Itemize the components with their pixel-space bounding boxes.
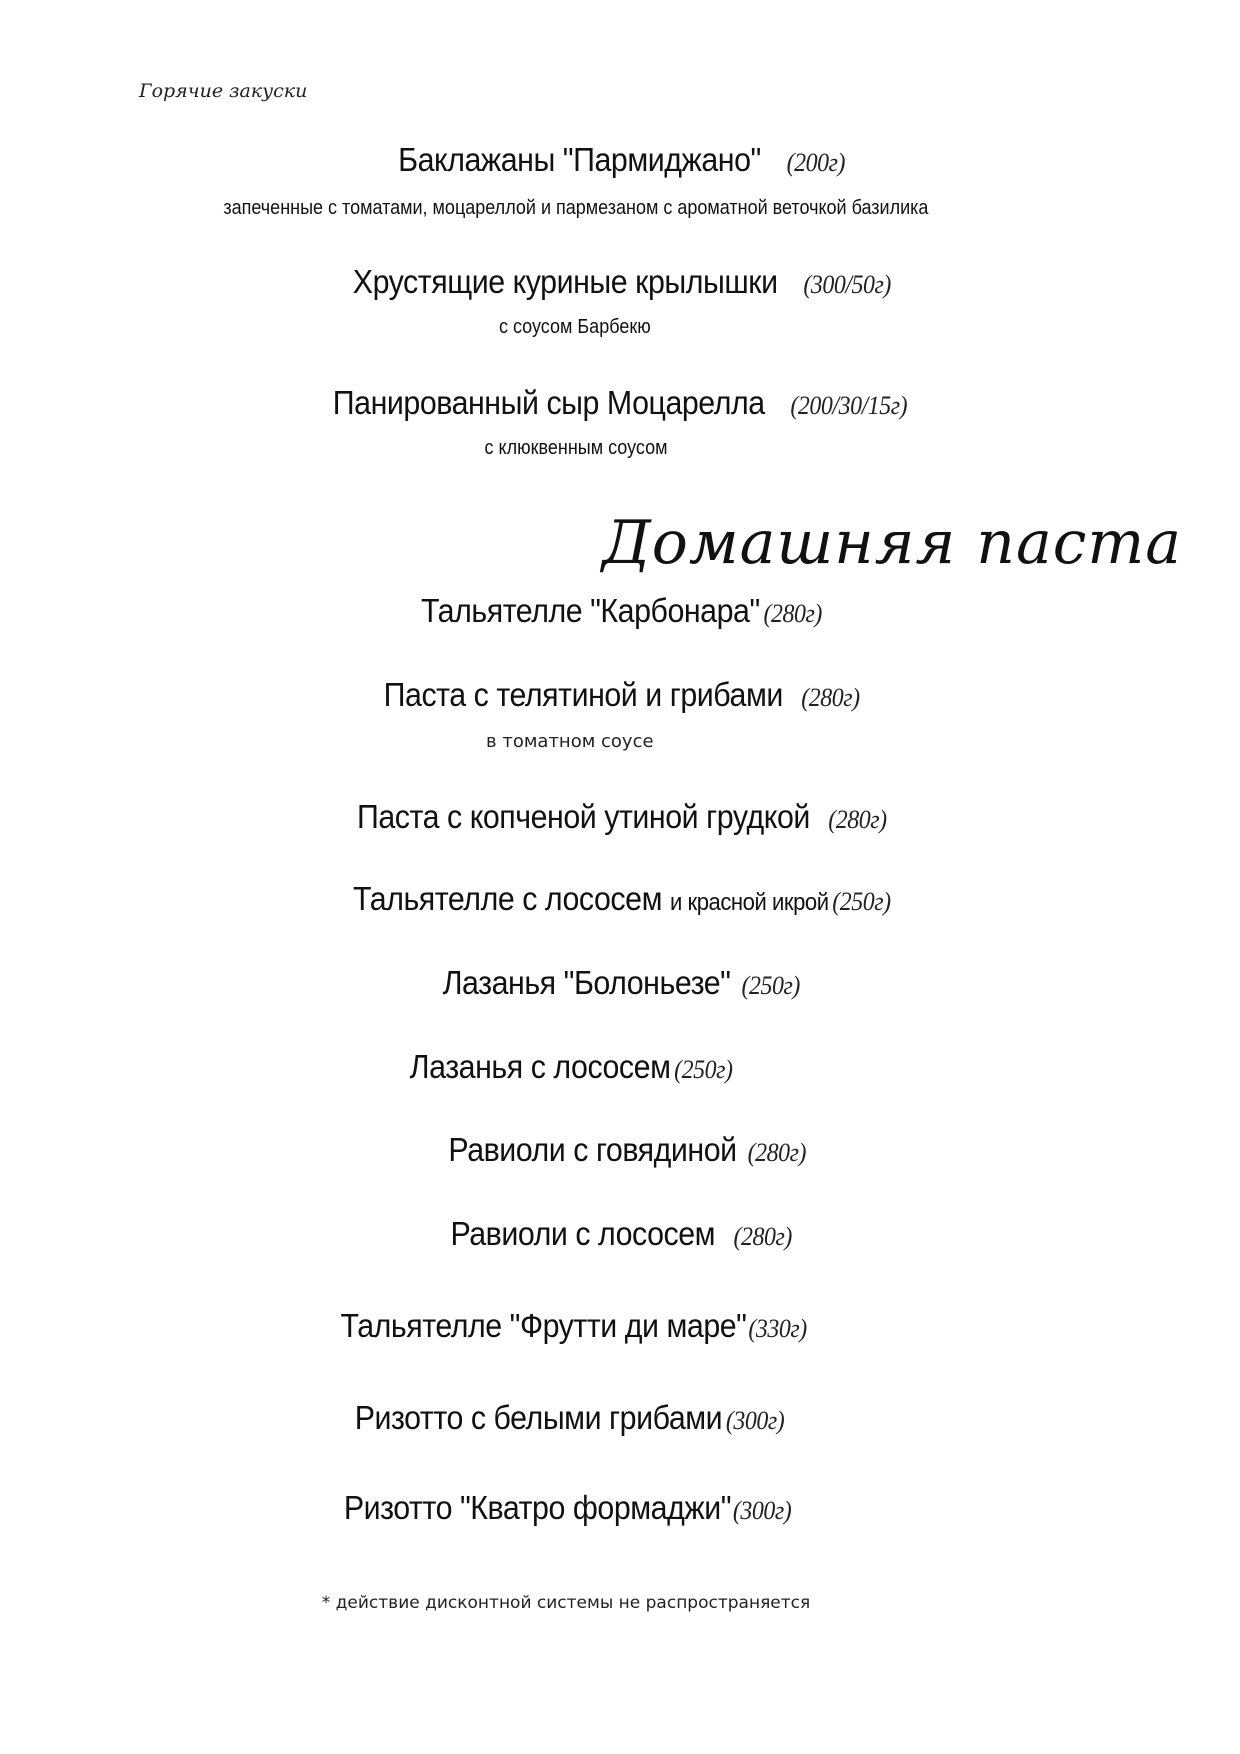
- menu-item: [333, 384, 907, 422]
- dish-description: в томатном соусе: [486, 731, 654, 752]
- dish-weight: (280г): [801, 683, 860, 712]
- dish-name: Паста с телятиной и грибами: [383, 676, 783, 713]
- dish-name: Лазанья "Болоньезе": [442, 964, 731, 1001]
- dish-name: Равиоли с лососем: [450, 1215, 716, 1252]
- menu-item: [450, 1215, 791, 1253]
- dish-description: с клюквенным соусом: [484, 437, 668, 459]
- dish-weight: (250г): [741, 971, 800, 1000]
- dish-name: Паста с копченой утиной грудкой: [357, 798, 810, 835]
- menu-item: [443, 964, 800, 1002]
- menu-item: [353, 263, 891, 301]
- menu-item: [398, 141, 845, 179]
- menu-item: [448, 1131, 806, 1169]
- dish-name-suffix: и красной икрой: [669, 889, 829, 916]
- dish-weight: (250г): [832, 887, 891, 916]
- dish-name: Тальятелле "Карбонара": [420, 592, 760, 629]
- section-heading-pasta: Домашняя паста: [602, 508, 1182, 578]
- menu-item: [421, 592, 822, 630]
- menu-item: [340, 1307, 806, 1345]
- dish-weight: (300г): [725, 1406, 785, 1435]
- section-label-hot-appetizers: Горячие закуски: [139, 80, 308, 102]
- dish-weight: (280г): [828, 805, 887, 834]
- dish-name: Ризотто "Кватро формаджи": [343, 1489, 732, 1526]
- menu-item: [355, 1399, 784, 1437]
- dish-name: Равиоли с говядиной: [448, 1131, 737, 1168]
- dish-weight: (280г): [763, 599, 822, 628]
- dish-weight: (300г): [732, 1496, 792, 1525]
- dish-weight: (330г): [748, 1314, 807, 1343]
- dish-weight: (200/30/15г): [790, 391, 908, 420]
- dish-description: запеченные с томатами, моцареллой и пармезаном с ароматной веточкой базилика: [223, 197, 929, 219]
- dish-weight: (200г): [786, 148, 845, 177]
- menu-item: [344, 1489, 791, 1527]
- dish-name: Лазанья с лососем: [409, 1048, 671, 1085]
- dish-weight: (250г): [674, 1055, 733, 1084]
- menu-item: [384, 676, 860, 714]
- dish-weight: (280г): [733, 1222, 792, 1251]
- dish-name: Хрустящие куриные крылышки: [352, 263, 778, 300]
- footnote: * действие дисконтной системы не распространяется: [321, 1593, 811, 1613]
- dish-name: Панированный сыр Моцарелла: [332, 384, 765, 421]
- dish-name: Тальятелле с лососем: [353, 880, 662, 917]
- dish-description: с соусом Барбекю: [498, 316, 651, 338]
- menu-item: [353, 880, 891, 918]
- dish-weight: (280г): [747, 1138, 807, 1167]
- dish-name: Тальятелле "Фрутти ди маре": [340, 1307, 747, 1344]
- menu-item: [410, 1048, 733, 1086]
- dish-name: Ризотто с белыми грибами: [354, 1399, 723, 1436]
- menu-item: [357, 798, 887, 836]
- dish-name: Баклажаны "Пармиджано": [398, 141, 761, 178]
- dish-weight: (300/50г): [803, 270, 891, 299]
